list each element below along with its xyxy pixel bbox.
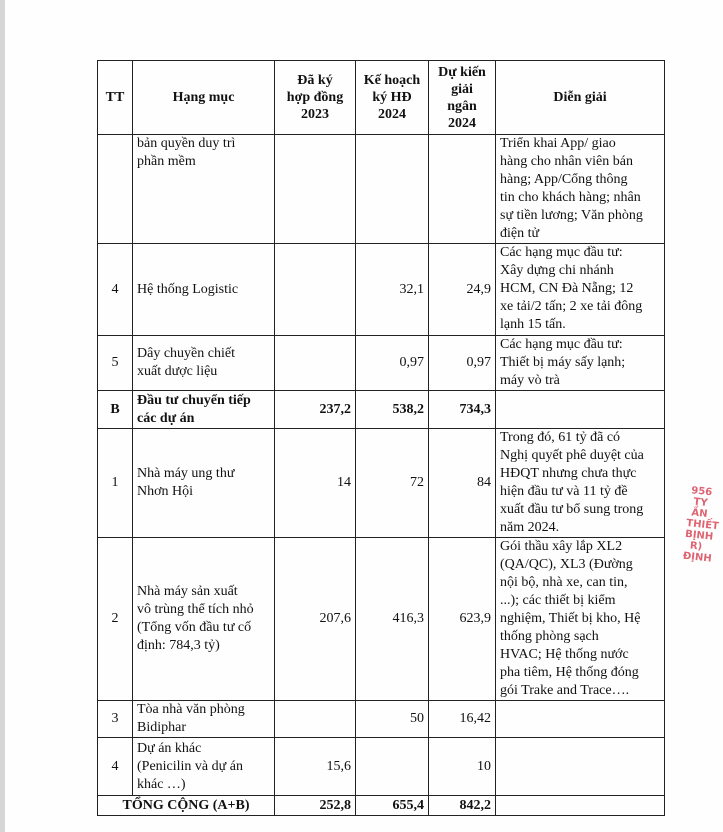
row-plan: 32,1 [356, 244, 429, 336]
row-explain: Trong đó, 61 tỷ đã có Nghị quyết phê duyệt của HĐQT nhưng chưa thực hiện đầu tư và 11 tỷ đề xuất đầu tư bổ sung trong năm 2024. [496, 429, 665, 538]
total-disburse: 842,2 [429, 796, 496, 816]
table-row [98, 429, 665, 538]
row-explain: Triển khai App/ giao hàng cho nhân viên bán hàng; App/Cổng thông tin cho khách hàng; nhân sự tiền lương; Văn phòng điện tử [496, 135, 665, 244]
row-tt: 5 [98, 336, 133, 391]
row-tt: 1 [98, 429, 133, 538]
row-tt: 2 [98, 538, 133, 701]
row-signed: 14 [275, 429, 356, 538]
left-scan-edge [0, 0, 5, 832]
row-disburse: 734,3 [429, 391, 496, 429]
row-disburse: 24,9 [429, 244, 496, 336]
total-explain [496, 796, 665, 816]
row-tt: 4 [98, 244, 133, 336]
row-disburse: 0,97 [429, 336, 496, 391]
row-signed [275, 701, 356, 738]
section-row [98, 391, 665, 429]
table-row [98, 244, 665, 336]
row-explain: Các hạng mục đầu tư: Thiết bị máy sấy lạnh; máy vò trà [496, 336, 665, 391]
header-signed: Đã ký hợp đồng 2023 [275, 61, 356, 135]
header-item: Hạng mục [133, 61, 275, 135]
row-signed [275, 135, 356, 244]
row-plan: 0,97 [356, 336, 429, 391]
row-plan: 416,3 [356, 538, 429, 701]
row-disburse: 10 [429, 738, 496, 796]
row-plan: 72 [356, 429, 429, 538]
row-disburse: 84 [429, 429, 496, 538]
row-item: Đầu tư chuyển tiếp các dự án [133, 391, 275, 429]
total-signed: 252,8 [275, 796, 356, 816]
row-plan [356, 135, 429, 244]
row-explain [496, 391, 665, 429]
row-plan [356, 738, 429, 796]
row-plan: 538,2 [356, 391, 429, 429]
table-row [98, 538, 665, 701]
investment-table [97, 60, 665, 816]
total-plan: 655,4 [356, 796, 429, 816]
total-row [98, 796, 665, 816]
table-row [98, 135, 665, 244]
header-plan: Kế hoạch ký HĐ 2024 [356, 61, 429, 135]
row-tt [98, 135, 133, 244]
row-explain: Gói thầu xây lắp XL2 (QA/QC), XL3 (Đường nội bộ, nhà xe, can tin, ...); các thiết bị kiểm nghiệm, Thiết bị kho, Hệ thống phòng sạch HVAC; Hệ thống nước pha tiêm, Hệ thống đóng gói Trake and Trace…. [496, 538, 665, 701]
row-item: Tòa nhà văn phòng Bidiphar [133, 701, 275, 738]
row-signed: 15,6 [275, 738, 356, 796]
row-explain [496, 701, 665, 738]
row-item: Nhà máy sản xuất vô trùng thể tích nhỏ (Tổng vốn đầu tư cố định: 784,3 tỷ) [133, 538, 275, 701]
row-plan: 50 [356, 701, 429, 738]
header-row [98, 61, 665, 135]
row-disburse: 623,9 [429, 538, 496, 701]
header-explain: Diễn giải [496, 61, 665, 135]
row-tt: B [98, 391, 133, 429]
table-row [98, 336, 665, 391]
row-item: Dây chuyền chiết xuất dược liệu [133, 336, 275, 391]
row-item: bản quyền duy trì phần mềm [133, 135, 275, 244]
row-tt: 4 [98, 738, 133, 796]
row-explain: Các hạng mục đầu tư: Xây dựng chi nhánh HCM, CN Đà Nẵng; 12 xe tải/2 tấn; 2 xe tải đông lạnh 15 tấn. [496, 244, 665, 336]
row-disburse: 16,42 [429, 701, 496, 738]
table-row [98, 701, 665, 738]
row-signed: 237,2 [275, 391, 356, 429]
row-item: Dự án khác (Penicilin và dự án khác …) [133, 738, 275, 796]
table-row [98, 738, 665, 796]
row-tt: 3 [98, 701, 133, 738]
red-stamp-fragment: 956 TY ẦN THIẾT BỊNH R) ĐỊNH [682, 485, 720, 565]
row-signed [275, 336, 356, 391]
row-item: Nhà máy ung thư Nhơn Hội [133, 429, 275, 538]
total-label: TỔNG CỘNG (A+B) [98, 796, 275, 816]
row-disburse [429, 135, 496, 244]
row-signed: 207,6 [275, 538, 356, 701]
row-signed [275, 244, 356, 336]
header-disburse: Dự kiến giải ngân 2024 [429, 61, 496, 135]
row-item: Hệ thống Logistic [133, 244, 275, 336]
header-tt: TT [98, 61, 133, 135]
row-explain [496, 738, 665, 796]
